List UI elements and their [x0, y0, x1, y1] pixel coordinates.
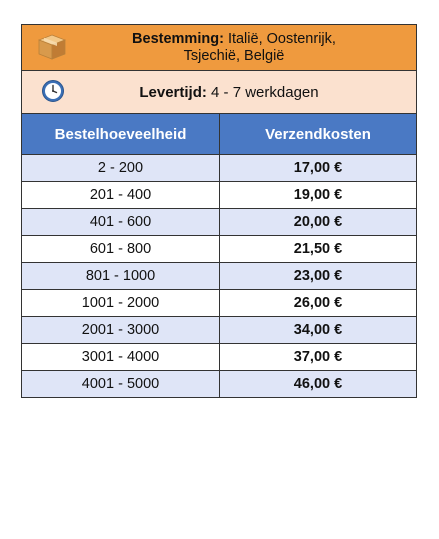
quantity-cell: 201 - 400 [22, 182, 220, 209]
quantity-cell: 801 - 1000 [22, 263, 220, 290]
cost-cell: 46,00 € [220, 371, 417, 398]
clock-icon [41, 79, 65, 103]
table-row [22, 155, 416, 182]
destination-label: Bestemming: [132, 30, 224, 47]
shipping-cost-table [22, 114, 416, 398]
quantity-cell: 3001 - 4000 [22, 344, 220, 371]
cost-cell: 34,00 € [220, 317, 417, 344]
cost-cell: 23,00 € [220, 263, 417, 290]
delivery-label: Levertijd: [139, 83, 207, 101]
header-order-quantity: Bestelhoeveelheid [22, 114, 220, 155]
table-row [22, 344, 416, 371]
destination-value-line2: Tsjechië, België [183, 47, 285, 64]
table-row [22, 317, 416, 344]
table-row [22, 236, 416, 263]
delivery-time-row [22, 71, 416, 114]
cost-cell: 17,00 € [220, 155, 417, 182]
cost-cell: 37,00 € [220, 344, 417, 371]
shipping-info-card [21, 24, 417, 398]
table-row [22, 371, 416, 398]
cost-cell: 21,50 € [220, 236, 417, 263]
quantity-cell: 2 - 200 [22, 155, 220, 182]
table-header-row [22, 114, 416, 155]
delivery-time-text [119, 84, 318, 101]
cost-cell: 19,00 € [220, 182, 417, 209]
table-row [22, 209, 416, 236]
table-row [22, 263, 416, 290]
quantity-cell: 1001 - 2000 [22, 290, 220, 317]
destination-row [22, 25, 416, 71]
destination-value-line1: Italië, Oostenrijk, [227, 30, 336, 47]
header-shipping-cost: Verzendkosten [220, 114, 417, 155]
cost-cell: 20,00 € [220, 209, 417, 236]
delivery-value: 4 - 7 werkdagen [211, 83, 319, 101]
quantity-cell: 401 - 600 [22, 209, 220, 236]
quantity-cell: 2001 - 3000 [22, 317, 220, 344]
quantity-cell: 4001 - 5000 [22, 371, 220, 398]
table-row [22, 182, 416, 209]
quantity-cell: 601 - 800 [22, 236, 220, 263]
cost-cell: 26,00 € [220, 290, 417, 317]
package-box-icon [38, 34, 66, 60]
table-row [22, 290, 416, 317]
destination-text [92, 31, 346, 65]
